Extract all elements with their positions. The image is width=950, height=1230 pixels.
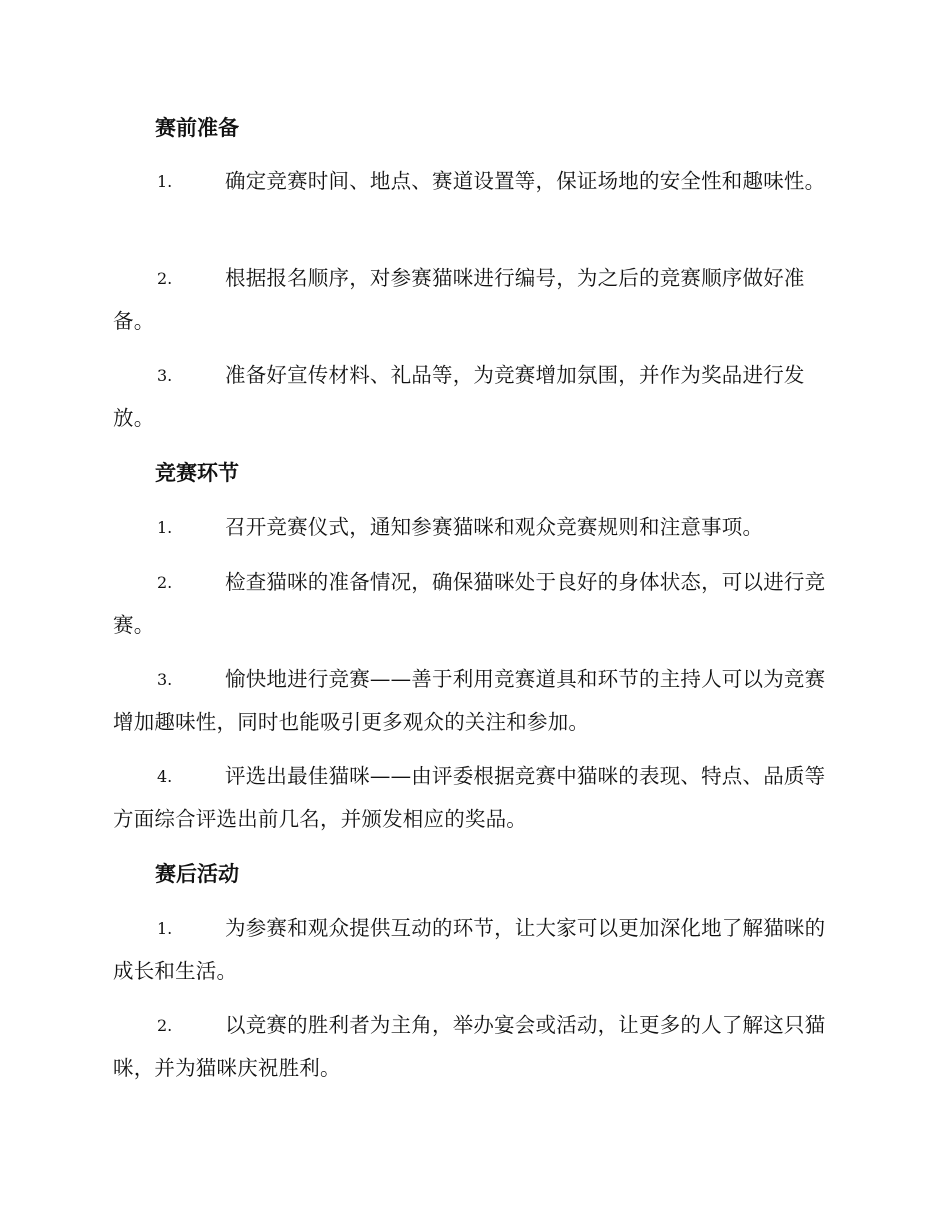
list-item-number: 1. [157,518,173,537]
list-item-text: 确定竞赛时间、地点、赛道设置等，保证场地的安全性和趣味性。 [225,169,826,193]
list-item-number: 2. [157,1016,173,1035]
list-item-number: 3. [157,670,173,689]
list-item-text: 准备好宣传材料、礼品等，为竞赛增加氛围，并作为奖品进行发放。 [113,363,805,430]
list-item [113,755,835,841]
list-item-text: 召开竞赛仪式，通知参赛猫咪和观众竞赛规则和注意事项。 [225,515,764,539]
list-item-number: 2. [157,269,173,288]
list-item-text: 为参赛和观众提供互动的环节，让大家可以更加深化地了解猫咪的成长和生活。 [113,916,826,983]
list-item [113,1004,835,1090]
list-item [113,506,835,549]
list-item-text: 根据报名顺序，对参赛猫咪进行编号，为之后的竞赛顺序做好准备。 [113,266,805,333]
list-item-number: 2. [157,573,173,592]
list-item-text: 检查猫咪的准备情况，确保猫咪处于良好的身体状态，可以进行竞赛。 [113,570,826,637]
list-item [113,257,835,343]
list-item-text: 评选出最佳猫咪——由评委根据竞赛中猫咪的表现、特点、品质等方面综合评选出前几名，并颁发相应的奖品。 [113,764,826,831]
list-item [113,658,835,744]
list-item [113,907,835,993]
list-item-number: 3. [157,366,173,385]
section-heading-post-race: 赛后活动 [155,861,239,886]
list-item-text: 愉快地进行竞赛——善于利用竞赛道具和环节的主持人可以为竞赛增加趣味性，同时也能吸引更多观众的关注和参加。 [113,667,826,734]
list-item-text: 以竞赛的胜利者为主角，举办宴会或活动，让更多的人了解这只猫咪，并为猫咪庆祝胜利。 [113,1013,826,1080]
list-item [113,160,835,203]
list-item [113,561,835,647]
list-item-number: 1. [157,172,173,191]
list-item-number: 1. [157,919,173,938]
list-item-number: 4. [157,767,173,786]
section-heading-competition: 竞赛环节 [155,460,239,485]
section-heading-pre-race: 赛前准备 [155,115,239,140]
list-item [113,354,835,440]
